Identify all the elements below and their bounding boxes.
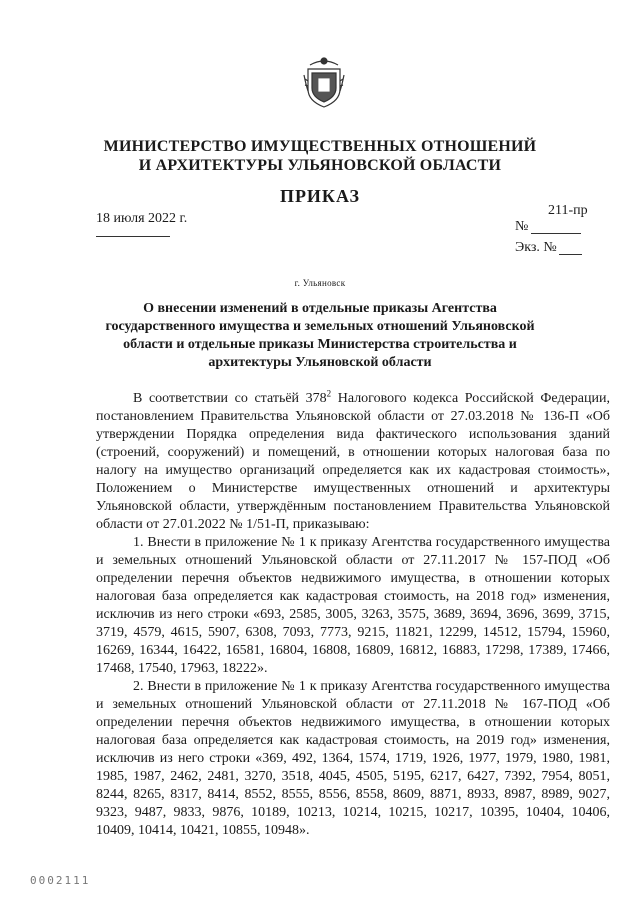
coat-of-arms-icon <box>302 55 346 109</box>
document-type-title: ПРИКАЗ <box>279 186 361 206</box>
item-2-paragraph: 2. Внести в приложение № 1 к приказу Агентства государственного имущества и земельных отношений Ульяновской области от 27.11.2018 № 167-ПОД «Об определении перечня объектов недвижимого имущества, в отношении которых налоговая база определяется как кадастровая стоимость, на 2019 год» изменения, исключив из него строки «369, 492, 1364, 1574, 1719, 1926, 1977, 1979, 1980, 1981, 1985, 1987, 2462, 2481, 3270, 3518, 4045, 4505, 5195, 6217, 6427, 7392, 7954, 8051, 8244, 8265, 8317, 8414, 8552, 8555, 8556, 8558, 8609, 8871, 8933, 8987, 8989, 9027, 9323, 9487, 9833, 9876, 10189, 10213, 10214, 10215, 10217, 10395, 10404, 10406, 10409, 10414, 10421, 10855, 10948». <box>96 679 610 838</box>
document-body <box>96 390 610 840</box>
ministry-name-line2: И АРХИТЕКТУРЫ УЛЬЯНОВСКОЙ ОБЛАСТИ <box>138 157 502 174</box>
document-date: 18 июля 2022 г. <box>96 211 188 226</box>
document-subject: О внесении изменений в отдельные приказы Агентства государственного имущества и земельных отношений Ульяновской области и отдельные приказы Министерства строительства и архитектуры Ульяновской области <box>105 301 535 370</box>
number-underline <box>531 233 581 234</box>
copy-number-label: Экз. № <box>515 240 557 255</box>
intro-text-start: В соответствии со статьёй 378 <box>133 391 327 406</box>
city-name: г. Ульяновск <box>294 278 346 288</box>
date-underline <box>96 236 170 237</box>
intro-text-rest: Налогового кодекса Российской Федерации, постановлением Правительства Ульяновской области от 27.03.2018 № 136-П «Об утверждении Порядка определения вида фактического использования зданий (строений, сооружений) и помещений, в отношении которых налоговая база по налогу на имущество организаций определяется как их кадастровая стоимость», Положением о Министерстве имущественных отношений и архитектуры Ульяновской области, утверждённым постановлением Правительства Ульяновской области от 27.01.2022 № 1/51-П, приказываю: <box>96 391 610 532</box>
number-label: № <box>515 219 529 234</box>
copy-number-underline <box>559 254 582 255</box>
ministry-name-line1: МИНИСТЕРСТВО ИМУЩЕСТВЕННЫХ ОТНОШЕНИЙ <box>103 138 537 155</box>
serial-stamp: 0002111 <box>30 874 91 887</box>
document-number: 211-пр <box>548 203 588 218</box>
intro-paragraph <box>96 390 610 534</box>
item-1-paragraph: 1. Внести в приложение № 1 к приказу Агентства государственного имущества и земельных отношений Ульяновской области от 27.11.2017 № 157-ПОД «Об определении перечня объектов недвижимого имущества, в отношении которых налоговая база определяется как кадастровая стоимость, на 2018 год» изменения, исключив из него строки «693, 2585, 3005, 3263, 3575, 3689, 3694, 3696, 3699, 3715, 3719, 4579, 4615, 5907, 6308, 7093, 7773, 9215, 11821, 12299, 14512, 15794, 15960, 16269, 16344, 16422, 16581, 16804, 16808, 16809, 16812, 16883, 17298, 17389, 17466, 17468, 17540, 17963, 18222». <box>96 535 610 676</box>
article-superscript: 2 <box>326 388 332 399</box>
